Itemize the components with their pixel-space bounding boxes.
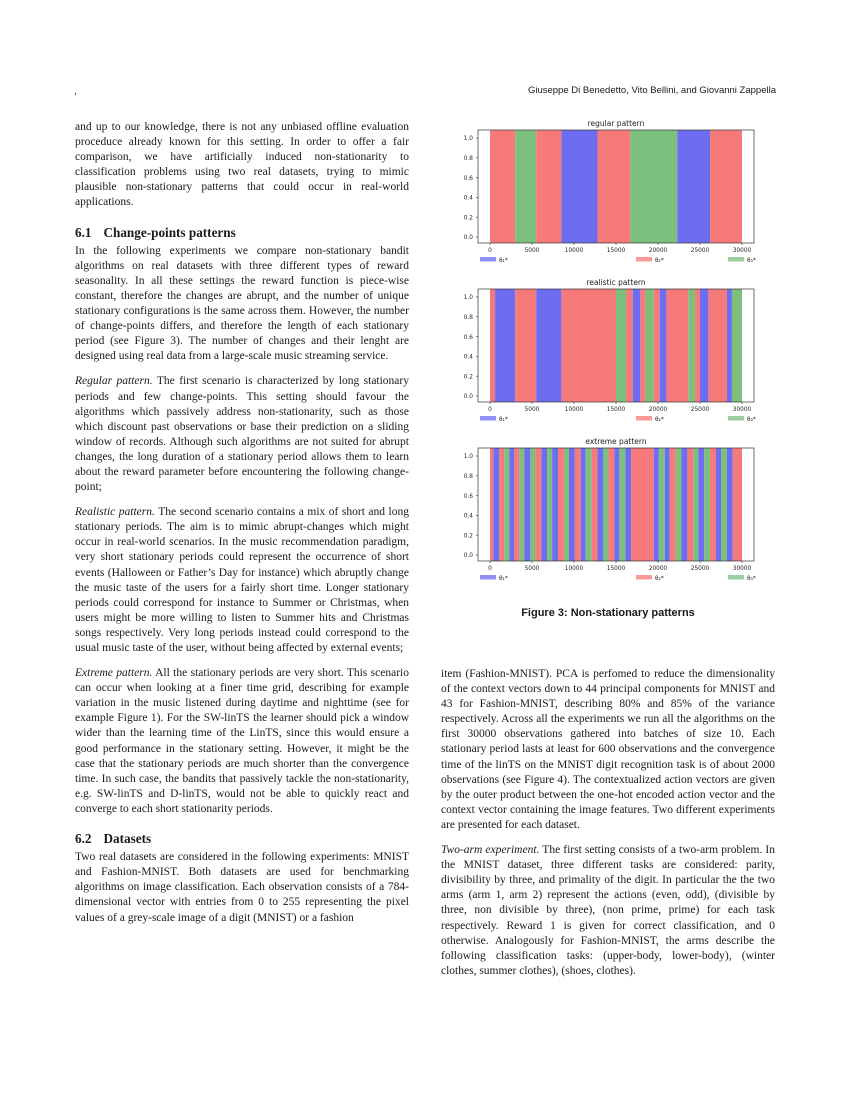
left-column <box>75 120 409 936</box>
pattern-segment <box>614 448 619 561</box>
x-tick-label: 5000 <box>524 407 540 413</box>
paragraph-text: The first scenario is characterized by long stationary periods and few change-points. This setting should favour the algorithms which passively address non-stationarity, such as those which discount past observations or base their prediction on a sliding window of records. Although such algorithms are not suited for abrupt changes, the long duration of a stationary period allows them to learn about the reward parameter before encountering the following change-point; <box>75 375 409 494</box>
legend-label: θ₂* <box>655 576 664 582</box>
section-number: 6.1 <box>75 224 92 240</box>
legend-label: θ₁* <box>499 417 508 423</box>
x-tick-label: 0 <box>488 407 492 413</box>
pattern-segment <box>490 448 493 561</box>
x-tick-label: 10000 <box>564 566 584 572</box>
pattern-segment <box>524 448 530 561</box>
x-tick-label: 30000 <box>732 248 752 254</box>
pattern-segment <box>631 448 654 561</box>
non-stationary-patterns-chart <box>444 112 766 592</box>
running-header-authors: Giuseppe Di Benedetto, Vito Bellini, and Giovanni Zappella <box>527 85 776 96</box>
x-tick-label: 20000 <box>648 407 668 413</box>
x-tick-label: 15000 <box>606 248 626 254</box>
y-tick-label: 0.4 <box>463 195 473 202</box>
pattern-segment <box>509 448 514 561</box>
pattern-segment <box>598 448 604 561</box>
paragraph-label: Two-arm experiment. <box>441 844 540 857</box>
pattern-segment <box>677 130 710 243</box>
realistic-pattern-paragraph <box>75 505 409 656</box>
pattern-segment <box>654 289 660 402</box>
legend-swatch <box>480 257 496 262</box>
pattern-segment <box>490 289 495 402</box>
legend-label: θ₂* <box>655 258 664 264</box>
pattern-segment <box>536 130 561 243</box>
section-6-1-heading <box>75 225 409 240</box>
pattern-segment <box>493 448 499 561</box>
x-tick-label: 25000 <box>690 566 710 572</box>
x-tick-label: 30000 <box>732 407 752 413</box>
x-tick-label: 10000 <box>564 248 584 254</box>
pattern-segment <box>490 130 515 243</box>
legend-swatch <box>636 575 652 580</box>
section-title: Change-points patterns <box>103 224 236 240</box>
pattern-segment <box>608 448 614 561</box>
y-tick-label: 0.0 <box>463 394 473 401</box>
chart-title: realistic pattern <box>586 278 646 287</box>
pattern-segment <box>619 448 625 561</box>
figure-3 <box>444 112 766 597</box>
x-tick-label: 0 <box>488 566 492 572</box>
pattern-segment <box>519 448 524 561</box>
y-tick-label: 1.0 <box>463 454 473 461</box>
section-number: 6.2 <box>75 831 92 847</box>
chart-title: regular pattern <box>587 119 645 128</box>
pattern-segment <box>581 448 586 561</box>
pattern-segment <box>721 448 727 561</box>
y-tick-label: 0.2 <box>463 215 473 222</box>
section-6-2-heading <box>75 831 409 846</box>
y-tick-label: 0.0 <box>463 235 473 242</box>
pattern-segment <box>670 448 676 561</box>
pattern-segment <box>514 448 519 561</box>
y-tick-label: 0.6 <box>463 175 473 182</box>
paragraph-label: Realistic pattern. <box>75 506 155 519</box>
pattern-segment <box>616 289 626 402</box>
legend-swatch <box>636 257 652 262</box>
pattern-segment <box>640 289 645 402</box>
pattern-segment <box>682 448 688 561</box>
pattern-segment <box>530 448 535 561</box>
right-column <box>441 667 775 989</box>
x-tick-label: 20000 <box>648 566 668 572</box>
x-tick-label: 5000 <box>524 566 540 572</box>
pattern-segment <box>547 448 552 561</box>
pattern-segment <box>575 448 581 561</box>
pattern-segment <box>700 289 708 402</box>
pattern-segment <box>633 289 641 402</box>
x-tick-label: 10000 <box>564 407 584 413</box>
x-tick-label: 5000 <box>524 248 540 254</box>
y-tick-label: 0.8 <box>463 315 473 321</box>
pattern-segment <box>552 448 558 561</box>
legend-label: θ₃* <box>747 258 756 264</box>
pattern-segment <box>676 448 682 561</box>
pattern-segment <box>732 289 742 402</box>
pattern-segment <box>727 289 732 402</box>
pattern-segment <box>586 448 592 561</box>
y-tick-label: 0.6 <box>463 334 473 341</box>
x-tick-label: 15000 <box>606 566 626 572</box>
x-tick-label: 15000 <box>606 407 626 413</box>
pattern-segment <box>693 448 698 561</box>
legend-swatch <box>728 575 744 580</box>
pattern-segment <box>695 289 700 402</box>
pattern-segment <box>495 289 515 402</box>
datasets-paragraph: item (Fashion-MNIST). PCA is perfomed to reduce the dimensionality of the context vectors down to 44 principal components for MNIST and 43 for Fashion-MNIST, describing 80% and 85% of the variance respectively. Across all the experiments we run all the algorithms on the first 30000 observations gathered into batches of size 10. Each stationary period lasts at least for 600 observations and the convergence time of the linTS on the MNIST digit recognition task is of about 2000 observations (see Figure 4). The contextualized action vectors are given by the outer product between the one-hot encoded action vector and the context vector containing the image features. Two different experiments are presented for each dataset. <box>441 668 775 831</box>
section-6-1-paragraph: In the following experiments we compare non-stationary bandit algorithms on real datasets with three different types of reward seasonality. In all these settings the reward function is piece-wise constant, therefore the changes are abrupt, and the number of unique stationary configurations is the same across them. However, the number of change-points differs, and therefore the length of each stationary period (see Figure 3). The number of changes and their lenght are designed using real data from a large-scale music streaming service. <box>75 244 409 363</box>
paragraph-label: Extreme pattern. <box>75 667 153 680</box>
paragraph-text: All the stationary periods are very short. This scenario can occur when looking at a finer time grid, describing for example variation in the music listened during daytime and nighttime (see for example Figure 1). For the SW-linTS the learner should pick a window wider than the learning time of the LinTS, since this would ensure a good performance in the stationary setting. However, it might be the case that the stationary periods are much shorter than the convergence time. In such case, the bandits that passively tackle the non-stationarity, e.g. SW-linTS and D-linTS, would not be able to quickly react and converge to each short stationarity periods. <box>75 667 409 815</box>
extreme-pattern-paragraph <box>75 666 409 817</box>
legend-label: θ₂* <box>655 417 664 423</box>
pattern-segment <box>504 448 509 561</box>
pattern-segment <box>659 448 665 561</box>
pattern-segment <box>645 289 653 402</box>
pattern-segment <box>558 448 564 561</box>
pattern-segment <box>598 130 631 243</box>
pattern-segment <box>698 448 704 561</box>
legend-swatch <box>480 416 496 421</box>
x-tick-label: 20000 <box>648 248 668 254</box>
pattern-segment <box>710 448 716 561</box>
pattern-segment <box>716 448 721 561</box>
x-tick-label: 30000 <box>732 566 752 572</box>
y-tick-label: 0.8 <box>463 156 473 162</box>
y-tick-label: 0.8 <box>463 474 473 480</box>
pattern-segment <box>733 448 742 561</box>
pattern-segment <box>536 289 561 402</box>
y-tick-label: 1.0 <box>463 136 473 143</box>
figure-caption: Figure 3: Non-stationary patterns <box>521 607 695 619</box>
legend-label: θ₁* <box>499 576 508 582</box>
x-tick-label: 25000 <box>690 407 710 413</box>
legend-label: θ₁* <box>499 258 508 264</box>
pattern-segment <box>630 130 677 243</box>
section-title: Datasets <box>103 831 152 847</box>
pattern-segment <box>515 130 536 243</box>
pattern-segment <box>665 448 670 561</box>
pattern-segment <box>666 289 688 402</box>
pattern-segment <box>564 448 569 561</box>
pattern-segment <box>603 448 608 561</box>
paragraph-label: Regular pattern. <box>75 375 153 388</box>
legend-label: θ₃* <box>747 417 756 423</box>
y-tick-label: 0.4 <box>463 513 473 520</box>
y-tick-label: 0.0 <box>463 553 473 560</box>
pattern-segment <box>625 448 631 561</box>
y-tick-label: 0.2 <box>463 533 473 540</box>
two-arm-paragraph <box>441 843 775 979</box>
pattern-segment <box>687 448 693 561</box>
legend-swatch <box>480 575 496 580</box>
pattern-segment <box>710 130 742 243</box>
section-6-2-paragraph: Two real datasets are considered in the following experiments: MNIST and Fashion-MNIST. Both datasets are used for benchmarking algorithms on image classification. Each observation consists of a 784-dimensional vector with entries from 0 to 255 representing the pixel values of a grey-scale image of a digit (MNIST) or a fashion <box>75 851 409 924</box>
regular-pattern-paragraph <box>75 374 409 495</box>
y-tick-label: 0.6 <box>463 493 473 500</box>
header-mark: , <box>74 86 77 97</box>
pattern-segment <box>592 448 598 561</box>
pattern-segment <box>654 448 659 561</box>
pattern-segment <box>660 289 667 402</box>
legend-swatch <box>728 257 744 262</box>
x-tick-label: 25000 <box>690 248 710 254</box>
pattern-segment <box>535 448 541 561</box>
pattern-segment <box>704 448 710 561</box>
legend-label: θ₃* <box>747 576 756 582</box>
pattern-segment <box>561 130 597 243</box>
intro-paragraph: and up to our knowledge, there is not any unbiased offline evaluation proceduce already known for this setting. In order to offer a fair comparison, we have artificially induced non-stationarity to classification problems using two real datasets, trying to mimic plausible non-stationary patterns that could occur in real-world applications. <box>75 121 409 209</box>
pattern-segment <box>515 289 536 402</box>
pattern-segment <box>727 448 733 561</box>
x-tick-label: 0 <box>488 248 492 254</box>
pattern-segment <box>688 289 695 402</box>
paragraph-text: The first setting consists of a two-arm problem. In the MNIST dataset, three different tasks are considered: parity, divisibility by three, and primality of the digit. In particular the the two arms (arm 1, arm 2) represent the actions (even, odd), (divisible by three, non divisible by three), (non prime, prime) for each task respectively. Reward 1 is given for correct classification, and 0 otherwise. Analogously for Fashion-MNIST, the arms describe the following classification tasks: (upper-body, lower-body), (winter clothes, summer clothes), (shoes, clothes). <box>441 844 775 977</box>
legend-swatch <box>728 416 744 421</box>
pattern-segment <box>626 289 633 402</box>
paragraph-text: The second scenario contains a mix of short and long stationary periods. The aim is to mimic abrupt-changes which might occur in real-world scenarios. In the music recommendation paradigm, very short stationary periods could represent the occurrence of short events (Halloween or Father’s Day for instance) which abruptly change the music taste of the users for a fairly short time. Longer stationary periods could correspond for instance to Summer or Christmas, when users might be more willing to listen to Summer hits and Christmas songs respectively. Very long periods instead could correspond to the usual music taste of the user, without being affected by external events; <box>75 506 409 654</box>
chart-title: extreme pattern <box>585 437 647 446</box>
pattern-segment <box>499 448 504 561</box>
pattern-segment <box>708 289 726 402</box>
y-tick-label: 0.4 <box>463 354 473 361</box>
y-tick-label: 1.0 <box>463 295 473 302</box>
y-tick-label: 0.2 <box>463 374 473 381</box>
pattern-segment <box>569 448 575 561</box>
pattern-segment <box>561 289 616 402</box>
legend-swatch <box>636 416 652 421</box>
pattern-segment <box>541 448 547 561</box>
